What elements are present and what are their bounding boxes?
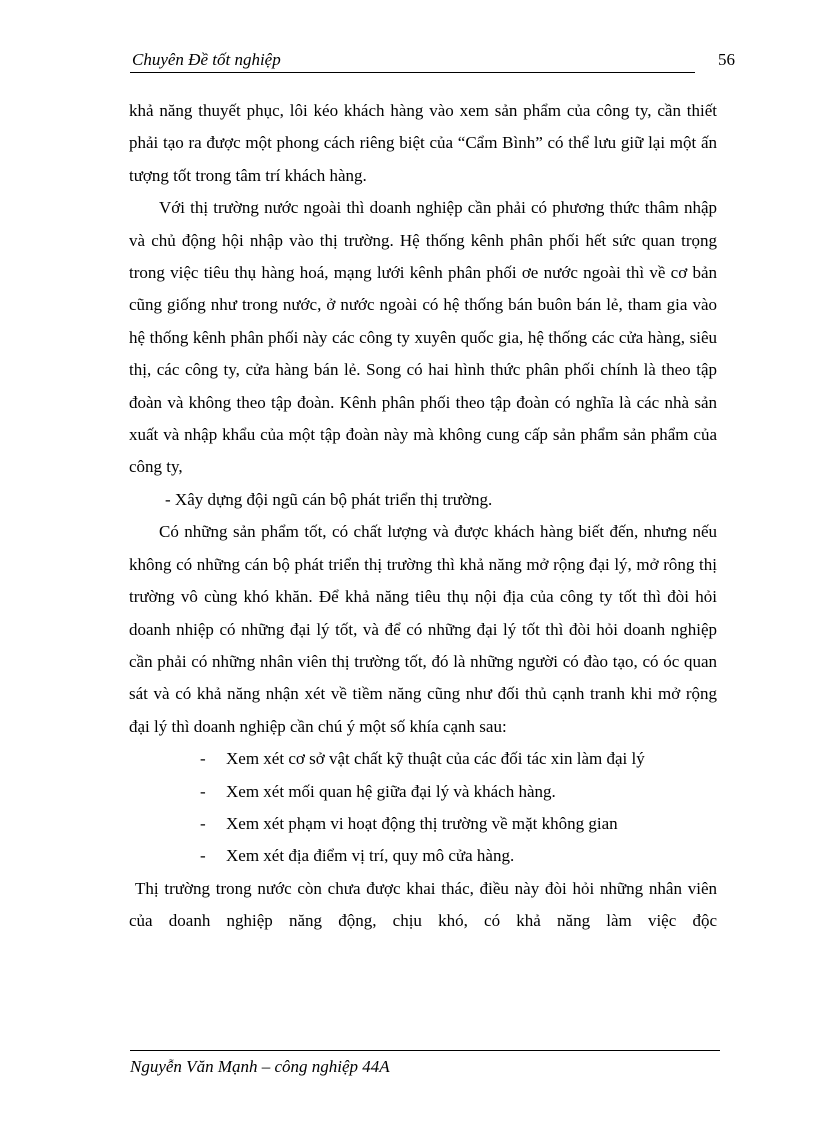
bullet-text: Xem xét phạm vi hoạt động thị trường về mặt không gian <box>226 813 618 833</box>
list-item <box>129 776 717 808</box>
page-number: 56 <box>718 50 735 69</box>
bullet-text: Xem xét mối quan hệ giữa đại lý và khách hàng. <box>226 781 556 801</box>
subheading: - Xây dựng đội ngũ cán bộ phát triển thị trường. <box>165 489 493 509</box>
footer-text: Nguyễn Văn Mạnh – công nghiệp 44A <box>130 1057 390 1076</box>
bullet-text: Xem xét cơ sở vật chất kỹ thuật của các đối tác xin làm đại lý <box>226 749 645 769</box>
bullet-list <box>129 743 717 873</box>
page-header <box>130 48 695 73</box>
document-body <box>129 95 717 938</box>
paragraph-2: Với thị trường nước ngoài thì doanh nghiệp cần phải có phương thức thâm nhập và chủ động hội nhập vào thị trường. Hệ thống kênh phân phối hết sức quan trọng trong việc tiêu thụ hàng hoá, mạng lưới kênh phân phối ơe nước ngoài thì về cơ bản cũng giống như trong nước, ở nước ngoài có hệ thống bán buôn bán lẻ, tham gia vào hệ thống kênh phân phối này các công ty xuyên quốc gia, hệ thống các cửa hàng, siêu thị, các công ty, cửa hàng bán lẻ. Song có hai hình thức phân phối chính là theo tập đoàn và không theo tập đoàn. Kênh phân phối theo tập đoàn có nghĩa là các nhà sản xuất và nhập khẩu của một tập đoàn này mà không cung cấp sản phẩm sản phẩm của công ty, <box>129 198 717 477</box>
footer-rule <box>130 1050 720 1051</box>
bullet-marker: - <box>200 781 206 801</box>
bullet-marker: - <box>200 846 206 866</box>
bullet-text: Xem xét địa điểm vị trí, quy mô cửa hàng. <box>226 846 515 866</box>
list-item <box>129 743 717 775</box>
paragraph-3: Có những sản phẩm tốt, có chất lượng và được khách hàng biết đến, nhưng nếu không có những cán bộ phát triển thị trường thì khả năng mở rộng đại lý, mở rông thị trường vô cùng khó khăn. Để khả năng tiêu thụ nội địa của công ty tốt thì đòi hỏi doanh nhiệp có những đại lý tốt, và để có những đại lý tốt thì đòi hỏi doanh nghiệp cần phải có những nhân viên thị trường tốt, đó là những người có đào tạo, có óc quan sát và có khả năng nhận xét về tiềm năng cũng như đối thủ cạnh tranh khi mở rộng đại lý thì doanh nghiệp cần chú ý một số khía cạnh sau: <box>129 522 717 736</box>
list-item <box>129 840 717 872</box>
header-title: Chuyên Đề tốt nghiệp <box>132 50 281 69</box>
paragraph-4: Thị trường trong nước còn chưa được khai thác, điều này đòi hỏi những nhân viên của doanh nghiệp năng động, chịu khó, có khả năng làm việc độc <box>129 878 717 931</box>
list-item <box>129 808 717 840</box>
bullet-marker: - <box>200 749 206 769</box>
paragraph-1: khả năng thuyết phục, lôi kéo khách hàng vào xem sản phẩm của công ty, cần thiết phải tạo ra được một phong cách riêng biệt của “Cẩm Bình” có thể lưu giữ lại một ấn tượng tốt trong tâm trí khách hàng. <box>129 101 717 185</box>
bullet-marker: - <box>200 813 206 833</box>
